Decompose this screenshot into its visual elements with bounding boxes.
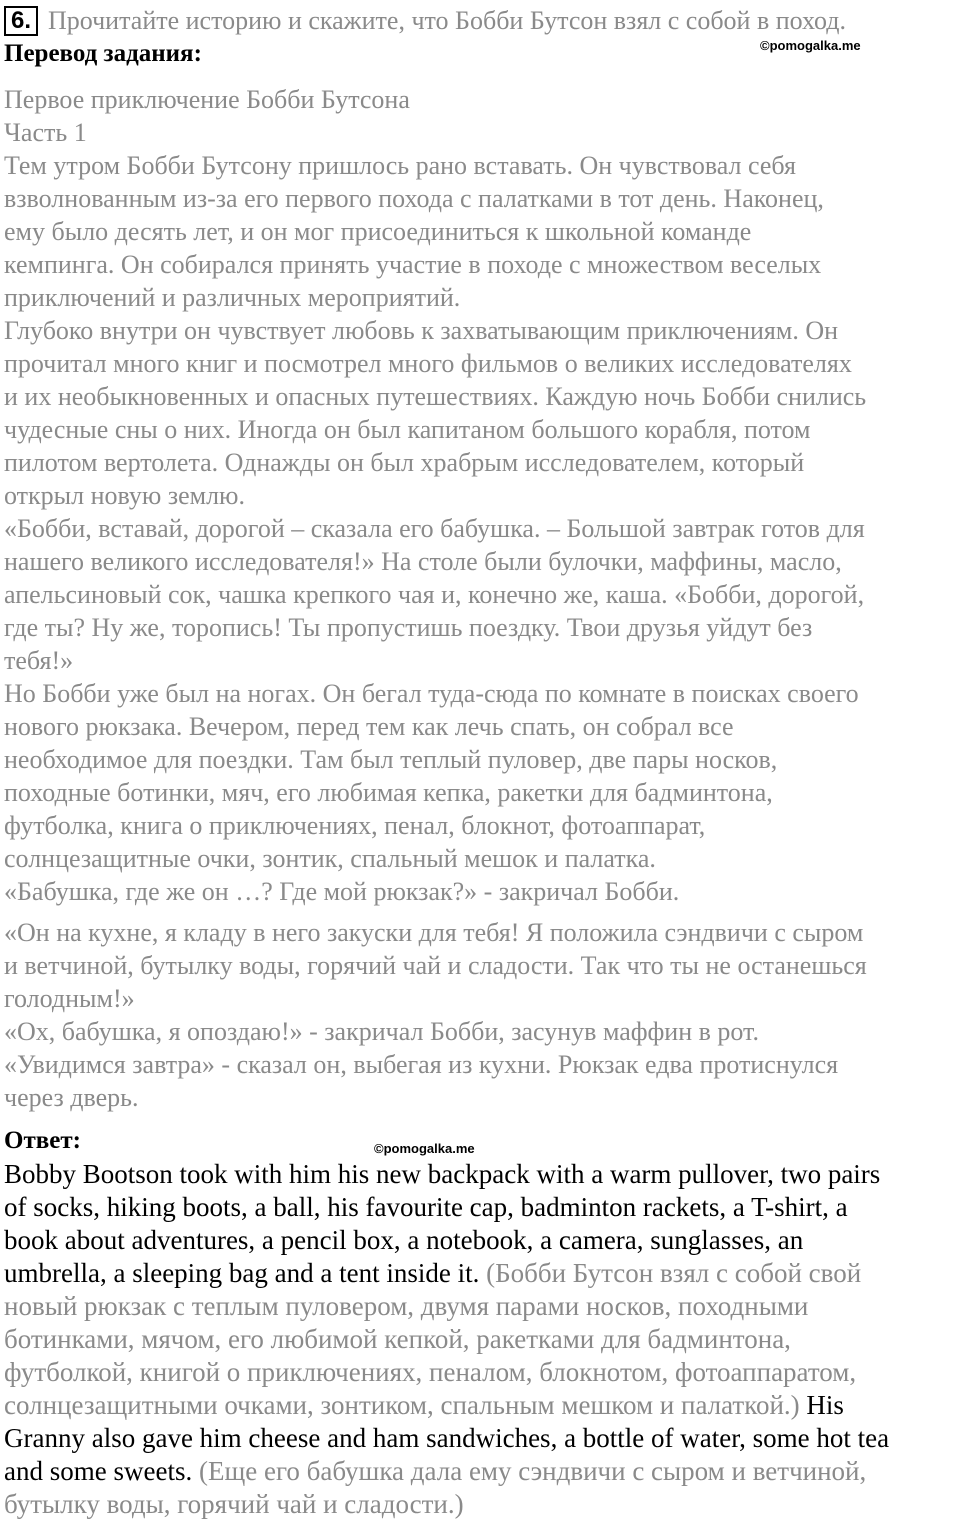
text-line: Глубоко внутри он чувствует любовь к захватывающим приключениям. Он bbox=[4, 316, 839, 345]
text-line: «Увидимся завтра» - сказал он, выбегая из кухни. Рюкзак едва протиснулся bbox=[4, 1050, 839, 1079]
text-line: где ты? Ну же, торопись! Ты пропустишь поездку. Твои друзья уйдут без bbox=[4, 613, 813, 642]
text-line: солнцезащитные очки, зонтик, спальный мешок и палатка. bbox=[4, 844, 656, 873]
text-line: Часть 1 bbox=[4, 118, 87, 147]
text-line: пилотом вертолета. Однажды он был храбрым исследователем, который bbox=[4, 448, 805, 477]
text-line: «Бабушка, где же он …? Где мой рюкзак?» - закричал Бобби. bbox=[4, 877, 680, 906]
story-translation bbox=[4, 83, 960, 908]
task-instruction: Прочитайте историю и скажите, что Бобби Бутсон взял с собой в поход. bbox=[48, 6, 847, 35]
russian-translation-text: новый рюкзак с теплым пуловером, двумя парами носков, походными bbox=[4, 1291, 809, 1321]
english-answer-text: umbrella, a sleeping bag and a tent inside it. bbox=[4, 1258, 487, 1288]
task-number: 6. bbox=[4, 6, 38, 36]
watermark: ©pomogalka.me bbox=[374, 1141, 475, 1156]
answer-text bbox=[4, 1158, 960, 1521]
answer-line bbox=[4, 1455, 960, 1488]
english-answer-text: His bbox=[806, 1390, 844, 1420]
text-line: и ветчиной, бутылку воды, горячий чай и сладости. Так что ты не останешься bbox=[4, 951, 867, 980]
answer-line bbox=[4, 1356, 960, 1389]
text-line: голодным!» bbox=[4, 984, 135, 1013]
russian-translation-text: солнцезащитными очками, зонтиком, спальным мешком и палаткой.) bbox=[4, 1390, 807, 1420]
text-line: и их необыкновенных и опасных путешествиях. Каждую ночь Бобби снились bbox=[4, 382, 867, 411]
russian-translation-text: футболкой, книгой о приключениях, пеналом, блокнотом, фотоаппаратом, bbox=[4, 1357, 857, 1387]
text-line: через дверь. bbox=[4, 1083, 139, 1112]
answer-line bbox=[4, 1488, 960, 1521]
russian-translation-text: (Еще его бабушка дала ему сэндвичи с сыром и ветчиной, bbox=[198, 1456, 867, 1486]
english-answer-text: and some sweets. bbox=[4, 1456, 199, 1486]
text-line: «Ох, бабушка, я опоздаю!» - закричал Бобби, засунув маффин в рот. bbox=[4, 1017, 759, 1046]
answer-line bbox=[4, 1422, 960, 1455]
text-line: необходимое для поездки. Там был теплый пуловер, две пары носков, bbox=[4, 745, 778, 774]
answer-line bbox=[4, 1389, 960, 1422]
text-line: прочитал много книг и посмотрел много фильмов о великих исследователях bbox=[4, 349, 852, 378]
story-translation-continued bbox=[4, 916, 960, 1114]
english-answer-text: Bobby Bootson took with him his new backpack with a warm pullover, two pairs bbox=[4, 1159, 881, 1189]
text-line: апельсиновый сок, чашка крепкого чая и, конечно же, каша. «Бобби, дорогой, bbox=[4, 580, 865, 609]
text-line: чудесные сны о них. Иногда он был капитаном большого корабля, потом bbox=[4, 415, 811, 444]
text-line: открыл новую землю. bbox=[4, 481, 245, 510]
text-line: взволнованным из-за его первого похода с палатками в тот день. Наконец, bbox=[4, 184, 824, 213]
text-line: ему было десять лет, и он мог присоединиться к школьной команде bbox=[4, 217, 752, 246]
english-answer-text: of socks, hiking boots, a ball, his favourite cap, badminton rackets, a T-shirt, a bbox=[4, 1192, 848, 1222]
answer-line bbox=[4, 1191, 960, 1224]
text-line: Тем утром Бобби Бутсону пришлось рано вставать. Он чувствовал себя bbox=[4, 151, 796, 180]
russian-translation-text: (Бобби Бутсон взял с собой свой bbox=[486, 1258, 862, 1288]
answer-heading: Ответ: bbox=[4, 1127, 81, 1154]
text-line: тебя!» bbox=[4, 646, 74, 675]
text-line: походные ботинки, мяч, его любимая кепка, ракетки для бадминтона, bbox=[4, 778, 773, 807]
text-line: «Бобби, вставай, дорогой – сказала его бабушка. – Большой завтрак готов для bbox=[4, 514, 865, 543]
english-answer-text: Granny also gave him cheese and ham sandwiches, a bottle of water, some hot tea bbox=[4, 1423, 890, 1453]
watermark: ©pomogalka.me bbox=[760, 38, 861, 53]
answer-line bbox=[4, 1224, 960, 1257]
text-line: Но Бобби уже был на ногах. Он бегал туда-сюда по комнате в поисках своего bbox=[4, 679, 859, 708]
text-line: Первое приключение Бобби Бутсона bbox=[4, 85, 410, 114]
answer-line bbox=[4, 1158, 960, 1191]
answer-line bbox=[4, 1323, 960, 1356]
text-line: «Он на кухне, я кладу в него закуски для тебя! Я положила сэндвичи с сыром bbox=[4, 918, 864, 947]
answer-line bbox=[4, 1257, 960, 1290]
text-line: кемпинга. Он собирался принять участие в походе с множеством веселых bbox=[4, 250, 822, 279]
translation-heading: Перевод задания: bbox=[4, 40, 202, 67]
russian-translation-text: ботинками, мячом, его любимой кепкой, ракетками для бадминтона, bbox=[4, 1324, 791, 1354]
text-line: футболка, книга о приключениях, пенал, блокнот, фотоаппарат, bbox=[4, 811, 706, 840]
answer-line bbox=[4, 1290, 960, 1323]
text-line: нового рюкзака. Вечером, перед тем как лечь спать, он собрал все bbox=[4, 712, 734, 741]
english-answer-text: book about adventures, a pencil box, a notebook, a camera, sunglasses, an bbox=[4, 1225, 804, 1255]
text-line: приключений и различных мероприятий. bbox=[4, 283, 461, 312]
russian-translation-text: бутылку воды, горячий чай и сладости.) bbox=[4, 1489, 464, 1519]
text-line: нашего великого исследователя!» На столе были булочки, маффины, масло, bbox=[4, 547, 842, 576]
